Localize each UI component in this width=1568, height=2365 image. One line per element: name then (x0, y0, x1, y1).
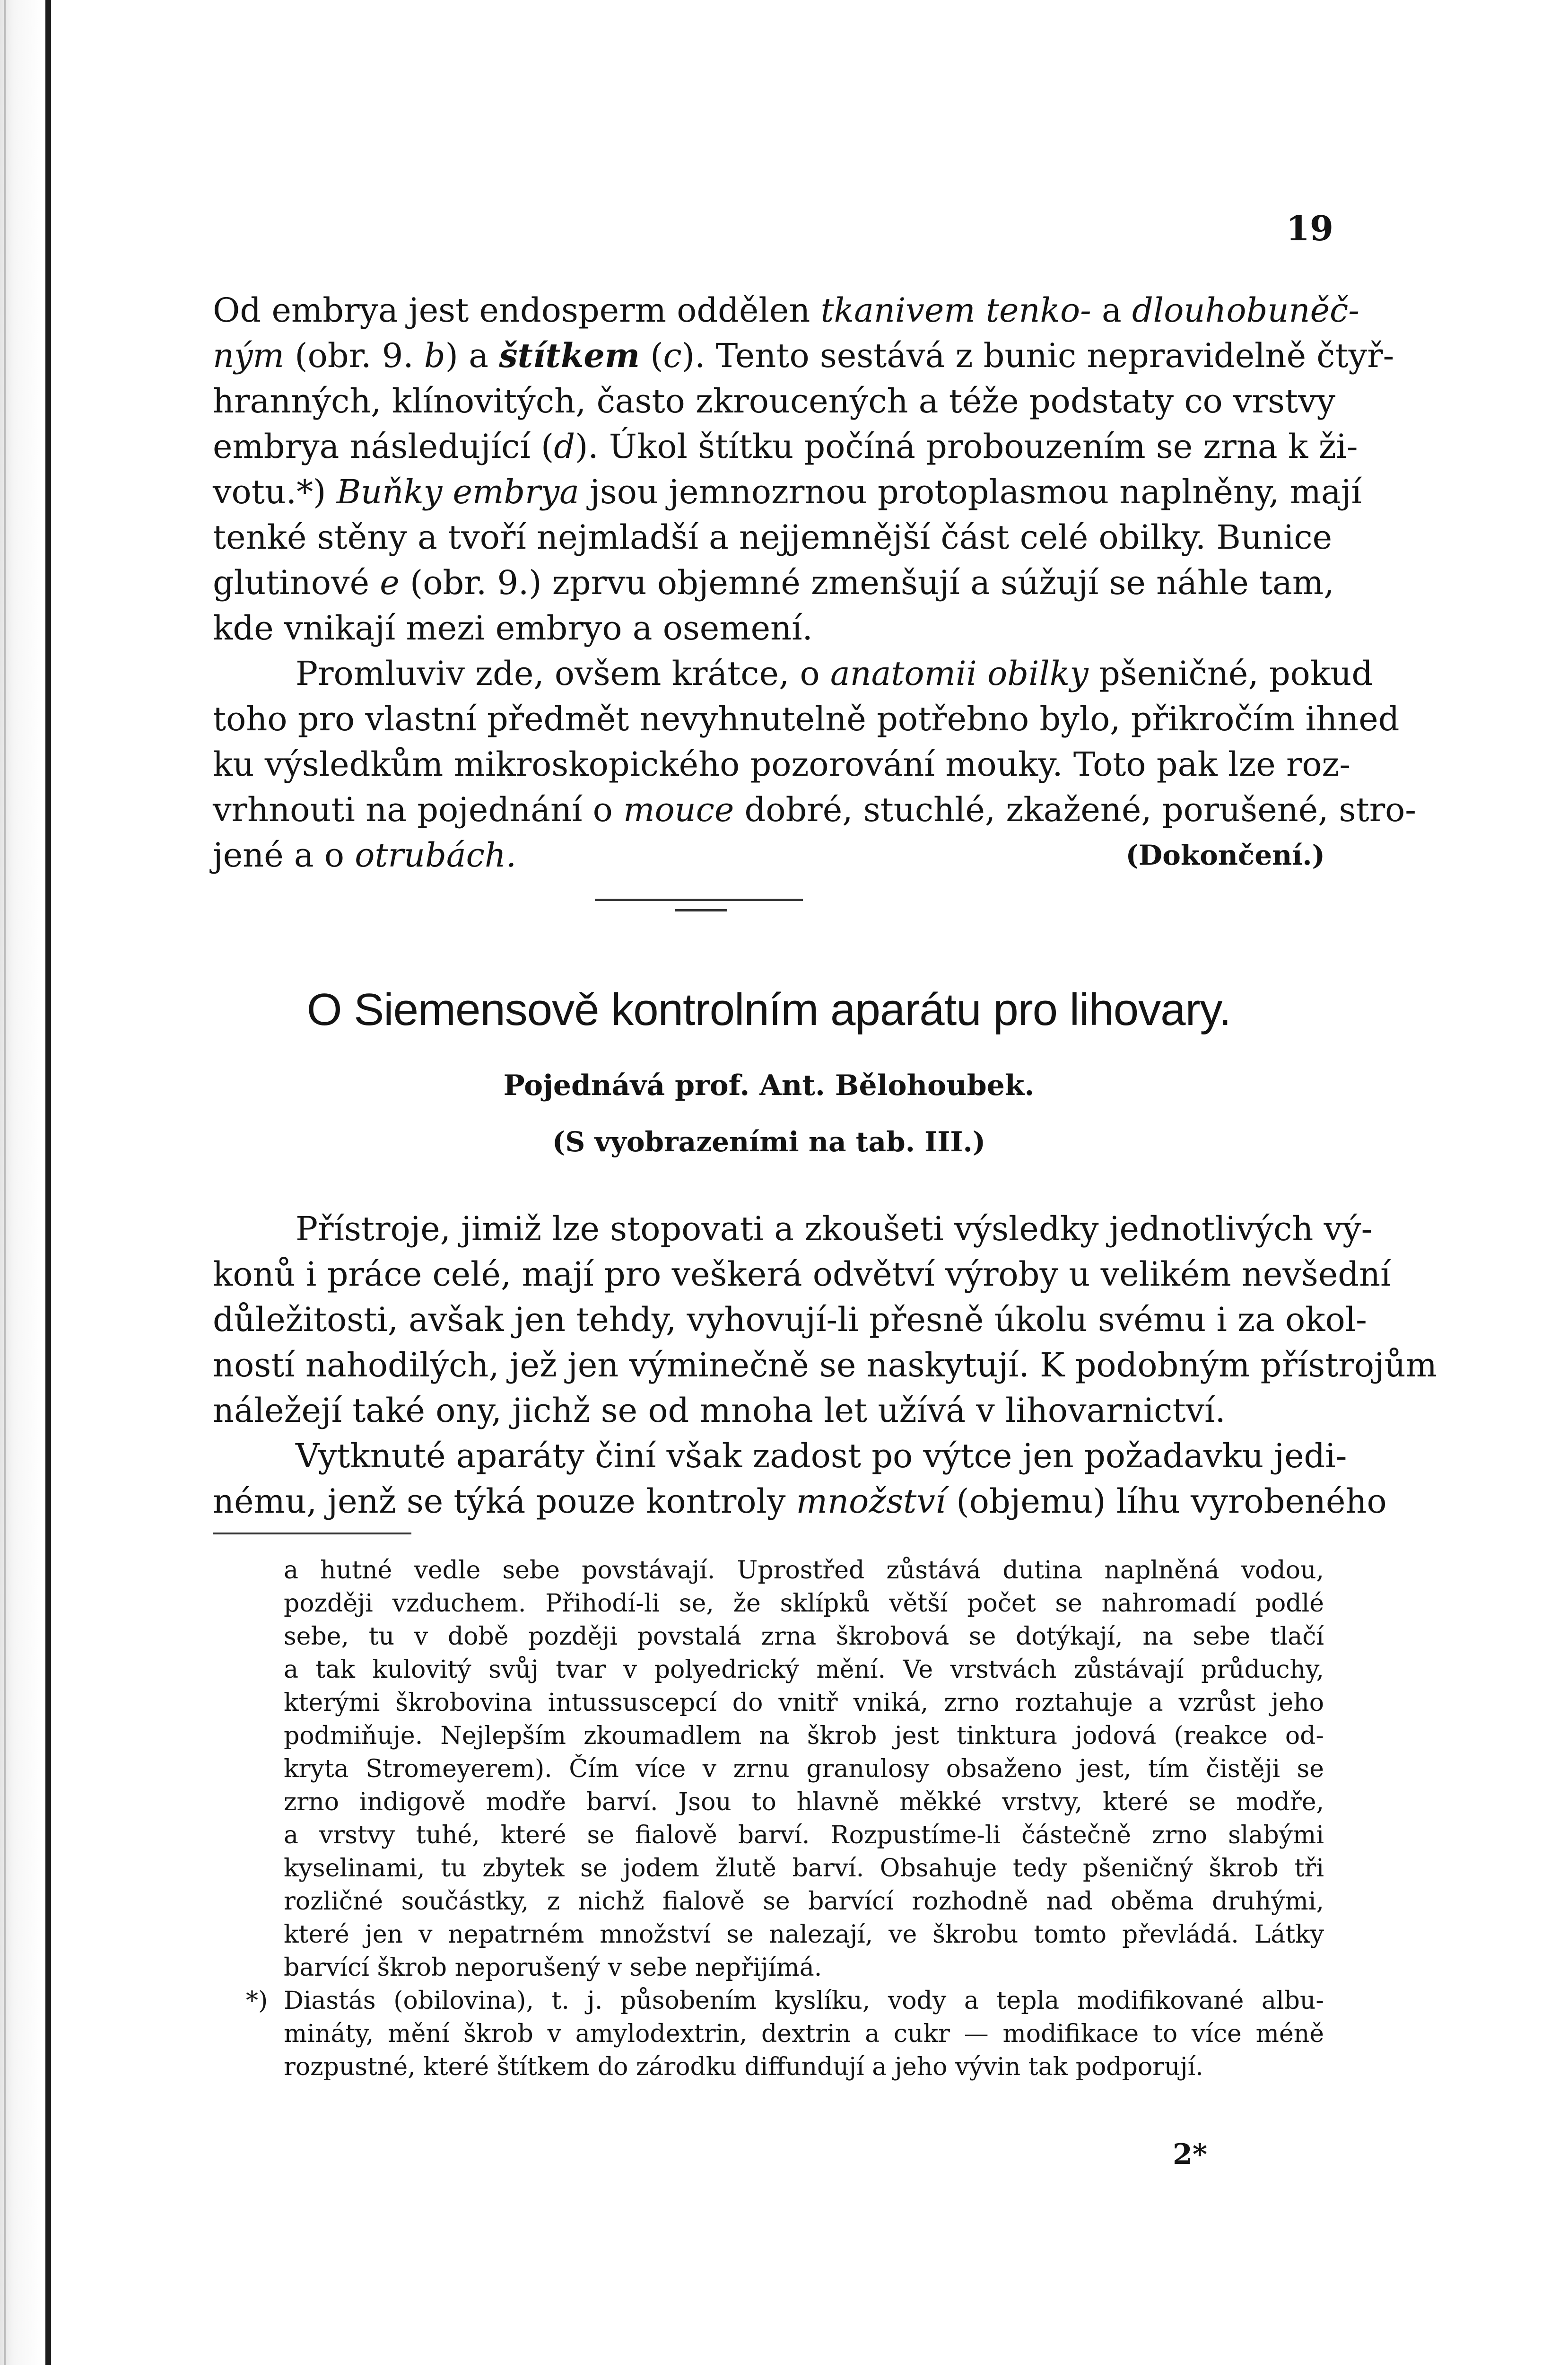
footnote-star-line: rozpustné, které štítkem do zárodku diffundují a jeho vývin tak podporují. (284, 2053, 1203, 2081)
article-title: O Siemensově kontrolním aparátu pro lihovary. (306, 984, 1231, 1035)
emphasis: ným (213, 336, 285, 375)
footnote-line: které jen v nepatrném množství se nalezají, ve škrobu tomto převládá. Látky (284, 1920, 1324, 1949)
emphasis: c (663, 336, 682, 375)
para-line: kde vnikají mezi embryo a osemení. (213, 609, 813, 648)
para-line: Od embrya jest endosperm oddělen tkanivem tenko- a dlouhobuněč- (213, 291, 1359, 330)
footnote-line: rozličné součástky, z nichž fialově se barvící rozhodně nad oběma druhými, (284, 1887, 1324, 1916)
para-line: Promluviv zde, ovšem krátce, o anatomii obilky pšeničné, pokud (296, 654, 1373, 693)
footnote-star-line: *) Diastás (obilovina), t. j. působením kyslíku, vody a tepla modifikované albu- (284, 1984, 1324, 2017)
footnote-line: kyselinami, tu zbytek se jodem žlutě barví. Obsahuje tedy pšeničný škrob tři (284, 1854, 1324, 1883)
para-line: náležejí také ony, jichž se od mnoha let užívá v lihovarnictví. (213, 1391, 1226, 1430)
para-line: jené a o otrubách. (Dokončení.) (213, 832, 1325, 878)
article-body (213, 1206, 1437, 1524)
page-number: 19 (1286, 208, 1333, 248)
emphasis: Buňky embrya (336, 473, 579, 511)
footnote-line: zrno indigově modře barví. Jsou to hlavně měkké vrstvy, které se modře, (284, 1788, 1324, 1816)
para-line: vrhnouti na pojednání o mouce dobré, stuchlé, zkažené, porušené, stro- (213, 790, 1416, 829)
author-name: Ant. Bělohoubek. (759, 1069, 1035, 1102)
para-line: glutinové e (obr. 9.) zprvu objemné zmenšují a súžují se náhle tam, (213, 563, 1334, 602)
para-line: nému, jenž se týká pouze kontroly množství (objemu) líhu vyrobeného (213, 1482, 1387, 1521)
para-line: embrya následující (d). Úkol štítku počíná probouzením se zrna k ži- (213, 427, 1358, 466)
footnote-star-line: mináty, mění škrob v amylodextrin, dextrin a cukr — modifikace to více méně (284, 2020, 1324, 2048)
sheet-signature: 2* (1173, 2138, 1208, 2171)
emphasis: mouce (623, 790, 734, 829)
emphasis: anatomii obilky (830, 654, 1089, 693)
para-line: ku výsledkům mikroskopického pozorování mouky. Toto pak lze roz- (213, 745, 1351, 784)
emphasis: b (424, 336, 445, 375)
para-line: Přístroje, jimiž lze stopovati a zkoušeti výsledky jednotlivých vý- (296, 1209, 1373, 1248)
footnote-rule (213, 1533, 411, 1534)
emphasis: otrubách. (355, 836, 517, 875)
footnote-line: kterými škrobovina intussuscepcí do vnitř vniká, zrno roztahuje a vzrůst jeho (284, 1689, 1324, 1717)
para-line: ností nahodilých, jež jen výminečně se naskytují. K podobným přístrojům (213, 1346, 1437, 1384)
footnote-line: později vzduchem. Přihodí-li se, že sklípků větší počet se nahromadí podlé (284, 1589, 1324, 1618)
footnote-line: a vrstvy tuhé, které se fialově barví. Rozpustíme-li částečně zrno slabými (284, 1821, 1324, 1849)
para-line: ným (obr. 9. b) a štítkem (c). Tento sestává z bunic nepravidelně čtyř- (213, 336, 1394, 375)
section-divider-short (675, 909, 727, 911)
footnote-line: kryta Stromeyerem). Čím více v zrnu granulosy obsaženo jest, tím čistěji se (284, 1755, 1324, 1783)
emphasis: e (380, 563, 400, 602)
para-line: konů i práce celé, mají pro veškerá odvětví výroby u velikém nevšední (213, 1255, 1391, 1294)
section-continuation (213, 288, 1416, 878)
article-subtitle: (S vyobrazeními na tab. III.) (552, 1126, 986, 1158)
footnote-marker: *) (246, 1987, 268, 2015)
para-line: hranných, klínovitých, často zkroucených a téže podstaty co vrstvy (213, 382, 1336, 420)
emphasis: tkanivem tenko- (820, 291, 1091, 330)
footnote-line: a tak kulovitý svůj tvar v polyedrický mění. Ve vrstvách zůstávají průduchy, (284, 1656, 1324, 1684)
footnote-line: sebe, tu v době později povstalá zrna škrobová se dotýkají, na sebe tlačí (284, 1622, 1324, 1651)
para-line: tenké stěny a tvoří nejmladší a nejjemnější část celé obilky. Bunice (213, 518, 1333, 557)
continued-note: (Dokončení.) (1125, 839, 1325, 871)
article-author (213, 1069, 1325, 1102)
emphasis: d (554, 427, 575, 466)
footnote-line: barvící škrob neporušený v sebe nepřijímá. (284, 1953, 822, 1982)
scan-edge-shadow (4, 0, 6, 2365)
binding-edge (45, 0, 51, 2365)
footnote-line: podmiňuje. Nejlepším zkoumadlem na škrob jest tinktura jodová (reakce od- (284, 1722, 1324, 1750)
emphasis: štítkem (499, 336, 640, 375)
emphasis: dlouhobuněč- (1132, 291, 1359, 330)
emphasis: množství (796, 1482, 946, 1521)
para-line: Vytknuté aparáty činí však zadost po výtce jen požadavku jedi- (296, 1437, 1347, 1475)
para-line: toho pro vlastní předmět nevyhnutelně potřebno bylo, přikročím ihned (213, 700, 1400, 738)
section-divider (595, 899, 803, 901)
author-prefix: Pojednává prof. (503, 1069, 750, 1102)
footnote-line: a hutné vedle sebe povstávají. Uprostřed zůstává dutina naplněná vodou, (284, 1556, 1324, 1585)
para-line: votu.*) Buňky embrya jsou jemnozrnou protoplasmou naplněny, mají (213, 473, 1362, 511)
footnotes (246, 1554, 1324, 2084)
para-line: důležitosti, avšak jen tehdy, vyhovují-li přesně úkolu svému i za okol- (213, 1300, 1367, 1339)
